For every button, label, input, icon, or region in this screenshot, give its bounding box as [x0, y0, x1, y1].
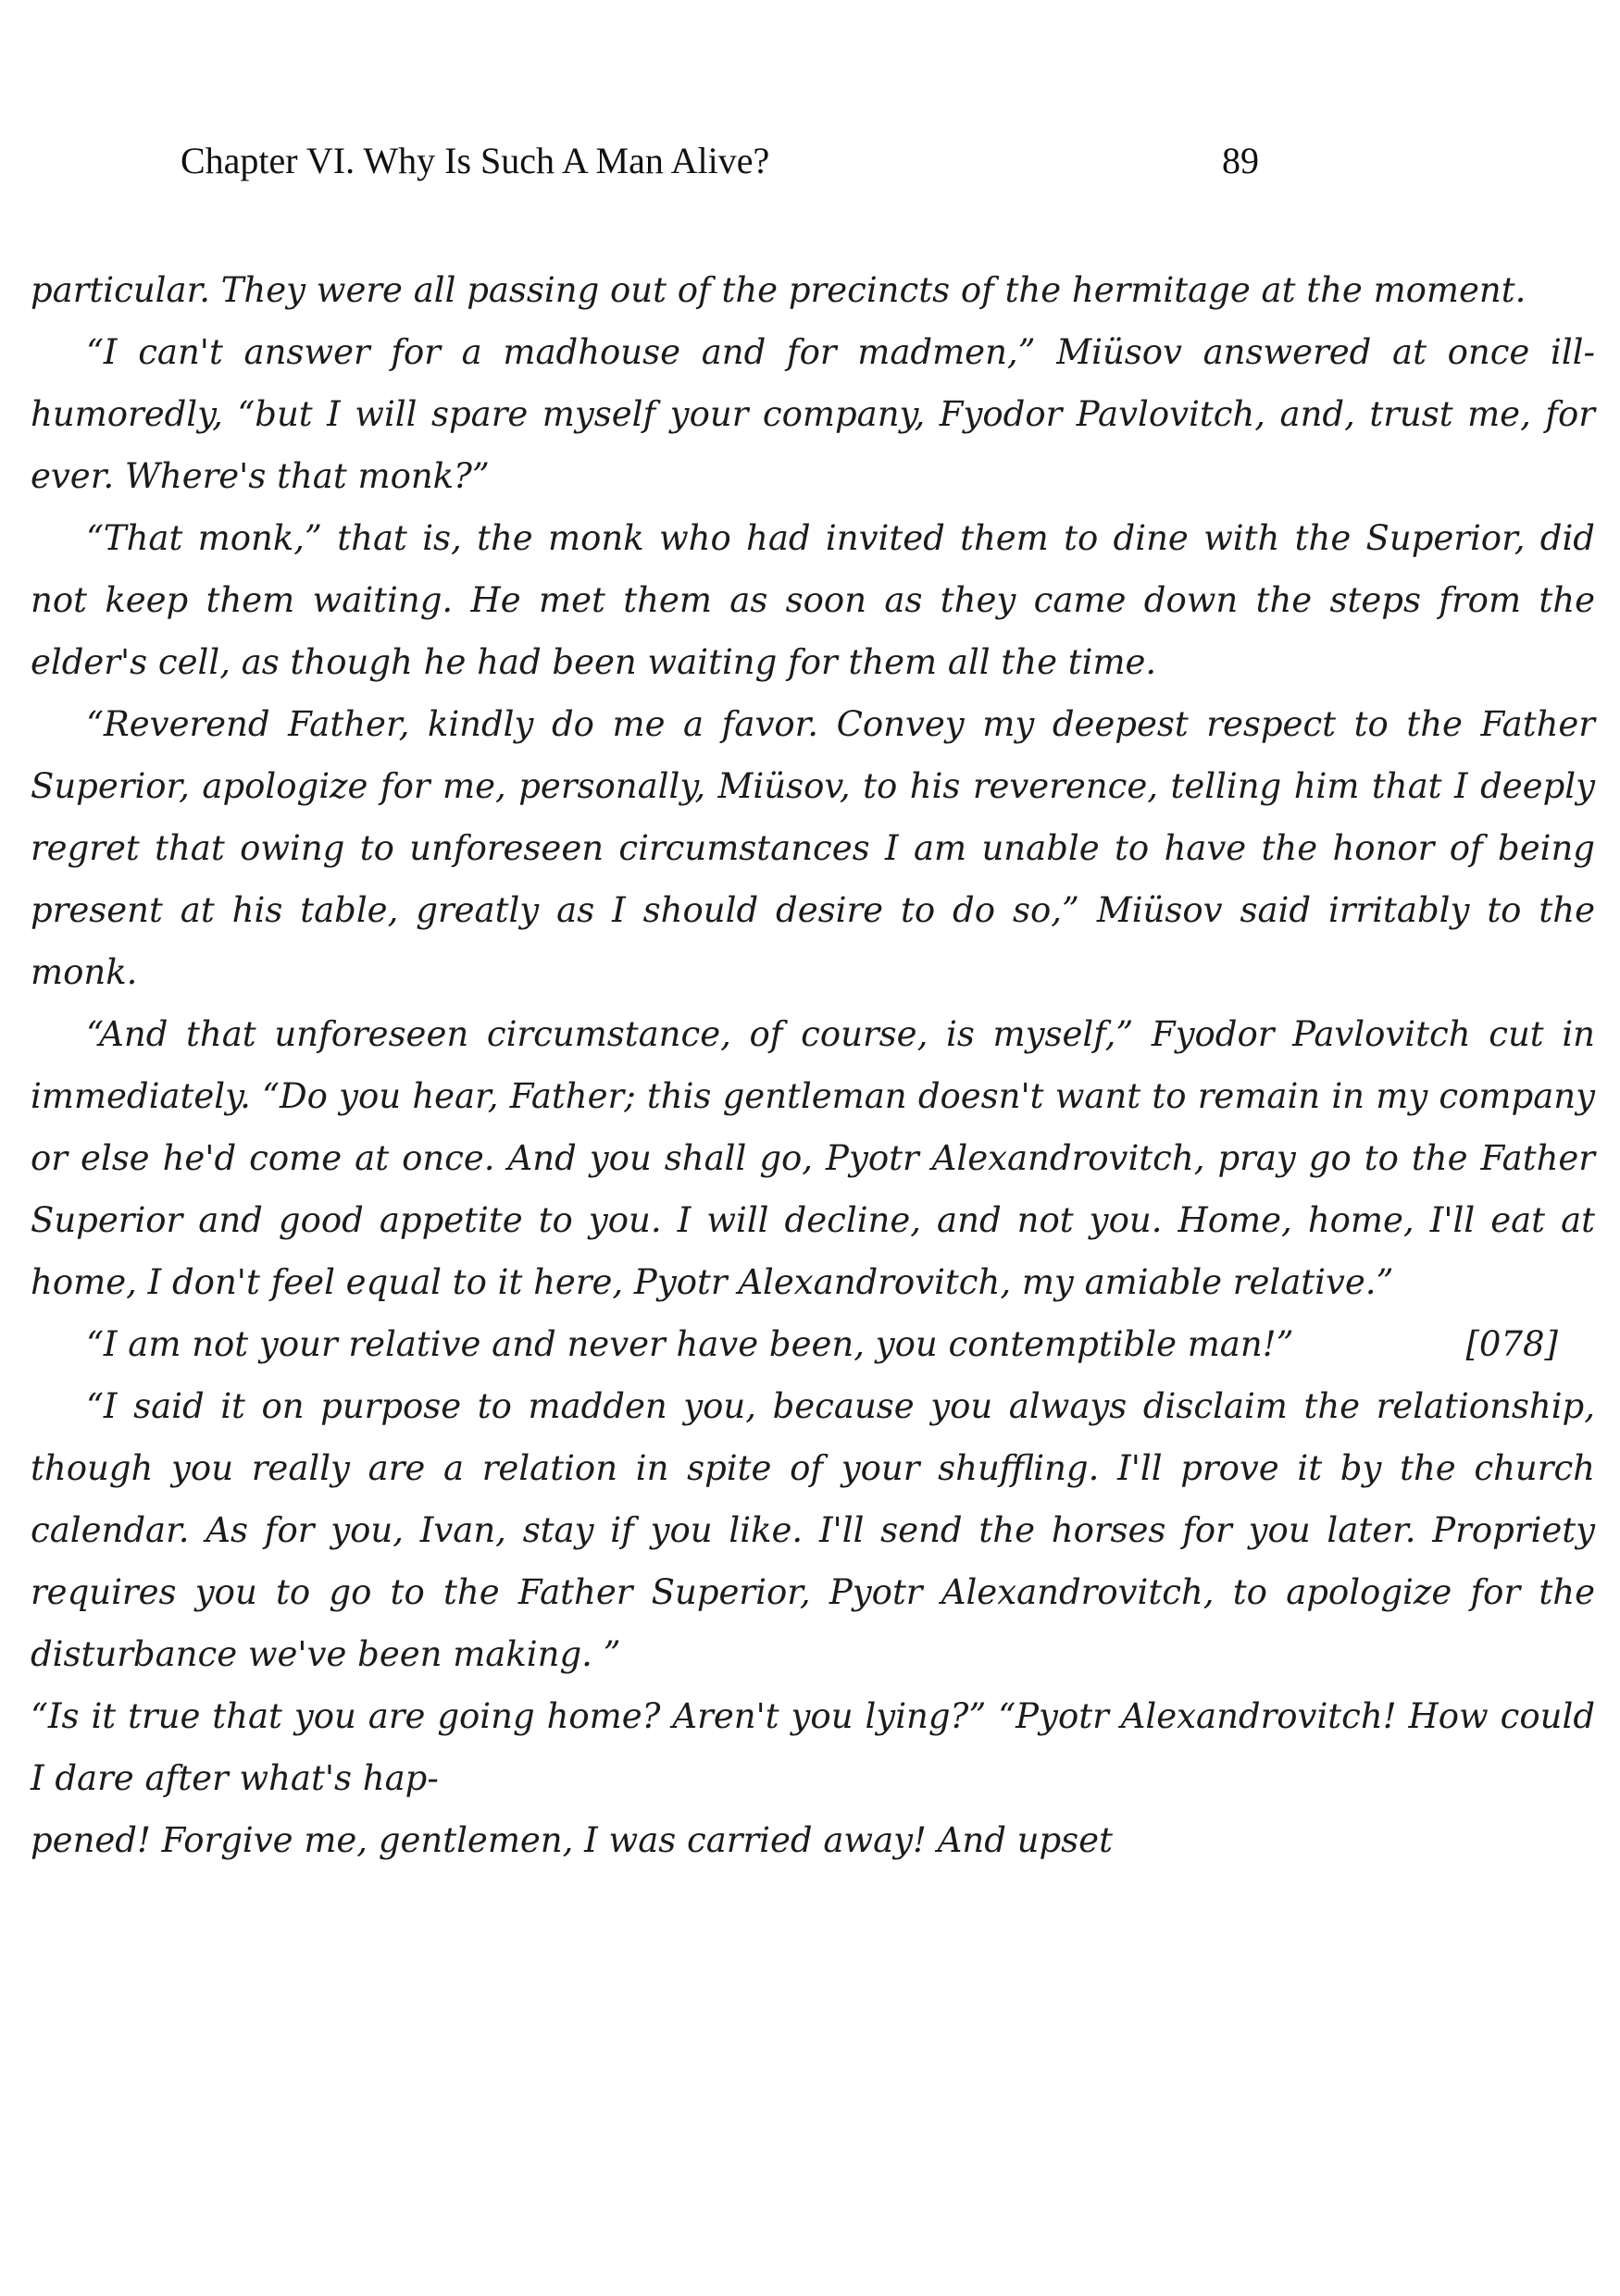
paragraph: pened! Forgive me, gentlemen, I was carried away! And upset — [31, 1820, 1113, 1860]
paragraph-with-margin-ref — [31, 1313, 1595, 1375]
paragraph: “I can't answer for a madhouse and for madmen,” Miüsov answered at once ill-humoredly, “but I will spare myself your company, Fyodor Pavlovitch, and, trust me, for ever. Where's that monk?” — [31, 332, 1595, 496]
body-text — [31, 259, 1595, 1871]
paragraph: “And that unforeseen circumstance, of course, is myself,” Fyodor Pavlovitch cut in immediately. “Do you hear, Father; this gentleman doesn't want to remain in my company or else he'd come at once. And you shall go, Pyotr Alexandrovitch, pray go to the Father Superior and good appetite to you. I will decline, and not you. Home, home, I'll eat at home, I don't feel equal to it here, Pyotr Alexandrovitch, my amiable relative.” — [31, 1014, 1595, 1302]
paragraph: “I said it on purpose to madden you, because you always disclaim the relationship, though you really are a relation in spite of your shuffling. I'll prove it by the church calendar. As for you, Ivan, stay if you like. I'll send the horses for you later. Propriety requires you to go to the Father Superior, Pyotr Alexandrovitch, to apologize for the disturbance we've been making. ” — [31, 1386, 1595, 1674]
paragraph: “That monk,” that is, the monk who had invited them to dine with the Superior, did not keep them waiting. He met them as soon as they came down the steps from the elder's cell, as though he had been waiting for them all the time. — [31, 518, 1595, 682]
paragraph: “Reverend Father, kindly do me a favor. Convey my deepest respect to the Father Superior, apologize for me, personally, Miüsov, to his reverence, telling him that I deeply regret that owing to unforeseen circumstances I am unable to have the honor of being present at his table, greatly as I should desire to do so,” Miüsov said irritably to the monk. — [31, 704, 1595, 992]
chapter-title: Chapter VI. Why Is Such A Man Alive? — [181, 140, 770, 181]
running-header — [181, 139, 1301, 194]
paragraph: “Is it true that you are going home? Aren't you lying?” “Pyotr Alexandrovitch! How could I dare after what's hap- — [31, 1696, 1595, 1798]
page-number: 89 — [1222, 140, 1259, 181]
paragraph: particular. They were all passing out of the precincts of the hermitage at the moment. — [31, 270, 1527, 310]
margin-reference: [078] — [1465, 1324, 1558, 1364]
paragraph: “I am not your relative and never have been, you contemptible man!” — [86, 1324, 1294, 1364]
